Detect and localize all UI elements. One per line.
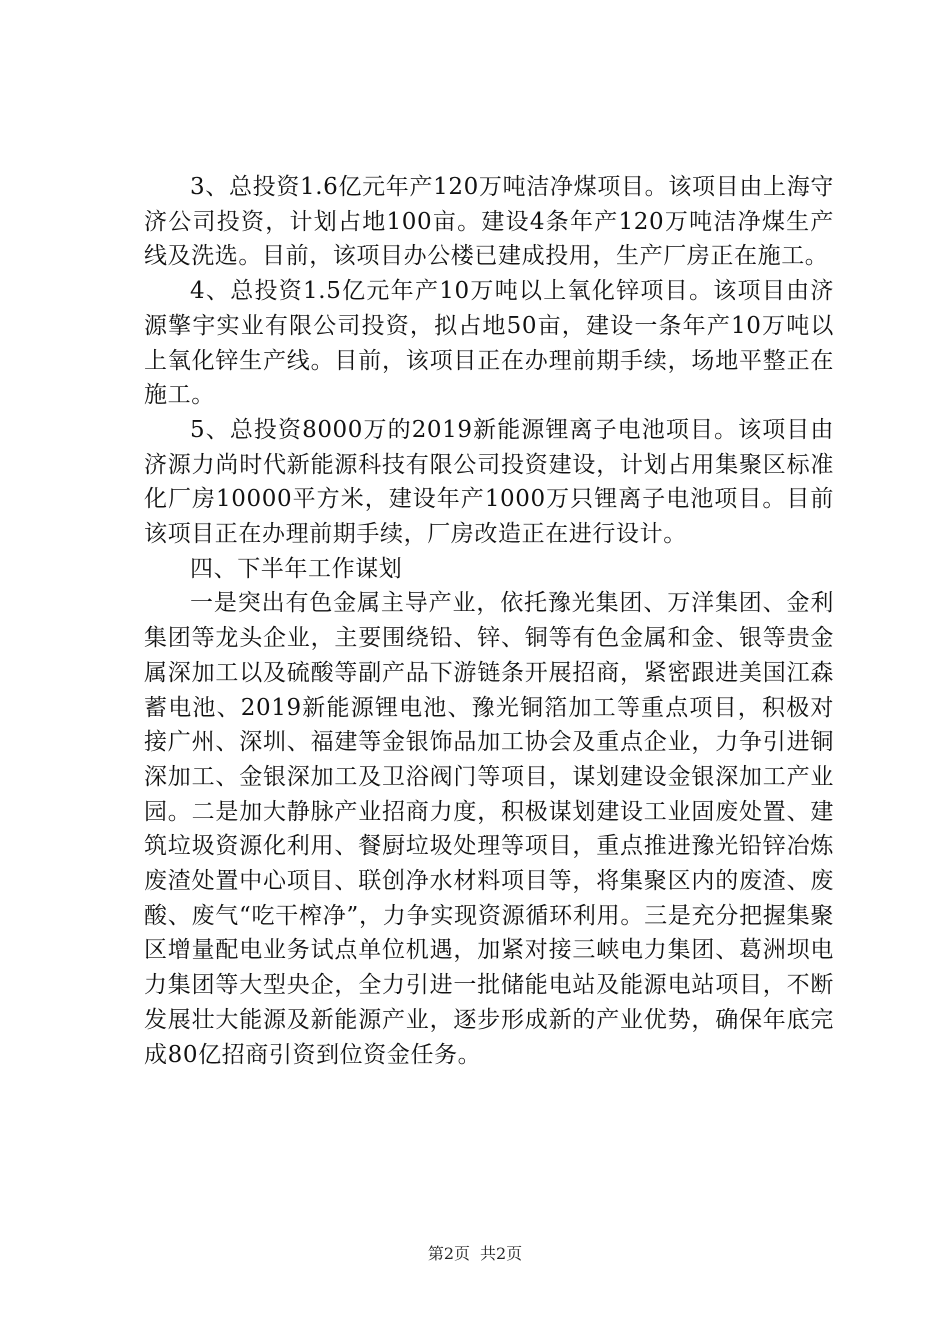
paragraph-item-4: 4、总投资1.5亿元年产10万吨以上氧化锌项目。该项目由济源擎宇实业有限公司投资，拟占地50亩，建设一条年产10万吨以上氧化锌生产线。目前，该项目正在办理前期手续，场地平整正在施工。 — [144, 278, 834, 409]
page-footer — [0, 1243, 950, 1265]
document-body — [144, 170, 834, 1072]
page-total: 共2页 — [480, 1244, 523, 1263]
paragraph-item-3: 3、总投资1.6亿元年产120万吨洁净煤项目。该项目由上海守济公司投资，计划占地100亩。建设4条年产120万吨洁净煤生产线及洗选。目前，该项目办公楼已建成投用，生产厂房正在施工。 — [144, 174, 834, 270]
paragraph-work-plan: 一是突出有色金属主导产业，依托豫光集团、万洋集团、金利集团等龙头企业，主要围绕铅、锌、铜等有色金属和金、银等贵金属深加工以及硫酸等副产品下游链条开展招商，紧密跟进美国江森蓄电池、2019新能源锂电池、豫光铜箔加工等重点项目，积极对接广州、深圳、福建等金银饰品加工协会及重点企业，力争引进铜深加工、金银深加工及卫浴阀门等项目，谋划建设金银深加工产业园。二是加大静脉产业招商力度，积极谋划建设工业固废处置、建筑垃圾资源化利用、餐厨垃圾处理等项目，重点推进豫光铅锌冶炼废渣处置中心项目、联创净水材料项目等，将集聚区内的废渣、废酸、废气“吃干榨净”，力争实现资源循环利用。三是充分把握集聚区增量配电业务试点单位机遇，加紧对接三峡电力集团、葛洲坝电力集团等大型央企，全力引进一批储能电站及能源电站项目，不断发展壮大能源及新能源产业，逐步形成新的产业优势，确保年底完成80亿招商引资到位资金任务。 — [144, 590, 834, 1068]
paragraph-item-5: 5、总投资8000万的2019新能源锂离子电池项目。该项目由济源力尚时代新能源科技有限公司投资建设，计划占用集聚区标准化厂房10000平方米，建设年产1000万只锂离子电池项目。目前该项目正在办理前期手续，厂房改造正在进行设计。 — [144, 416, 834, 548]
page-number: 第2页 — [427, 1244, 470, 1263]
section-heading: 四、下半年工作谋划 — [190, 555, 403, 582]
